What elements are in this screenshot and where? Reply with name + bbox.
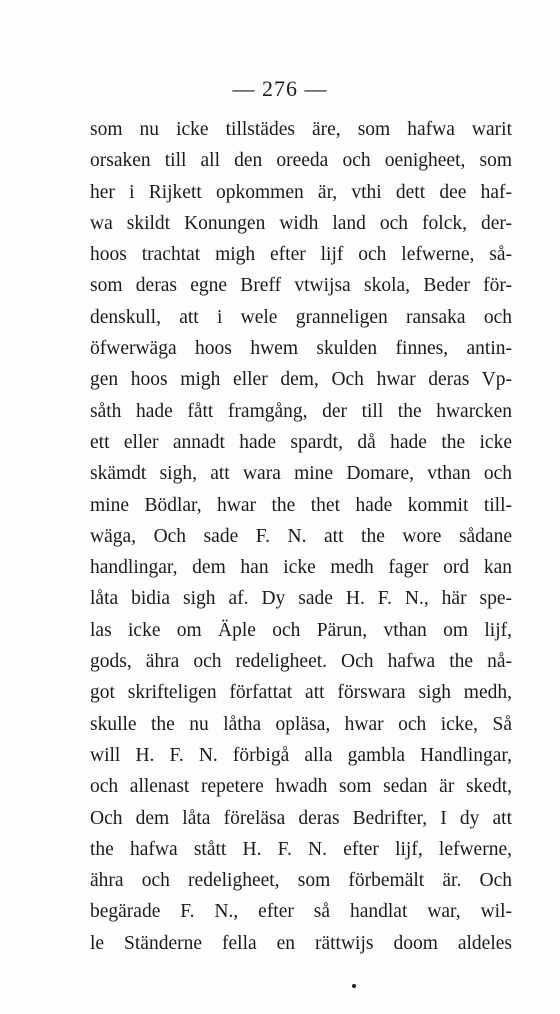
text-line: wa skildt Konungen widh land och folck, der- (90, 212, 512, 234)
text-line: skämdt sigh, att wara mine Domare, vthan och (90, 463, 512, 485)
text-line: gen hoos migh eller dem, Och hwar deras Vp- (90, 369, 512, 391)
text-line: las icke om Äple och Pärun, vthan om lijf, (90, 619, 512, 641)
text-line: som nu icke tillstädes äre, som hafwa warit (90, 119, 512, 140)
text-line: denskull, att i wele granneligen ransaka och (90, 306, 512, 328)
text-line: the hafwa stått H. F. N. efter lijf, lefwerne, (90, 838, 512, 860)
ink-speck (352, 984, 356, 988)
text-line: got skrifteligen författat att förswara sigh medh, (90, 682, 512, 704)
text-line: begärade F. N., efter så handlat war, wil- (90, 901, 512, 923)
text-line: som deras egne Breff vtwijsa skola, Beder för- (90, 275, 512, 297)
text-line: och allenast repetere hwadh som sedan är skedt, (90, 776, 512, 798)
text-line: gods, ähra och redeligheet. Och hafwa the nå- (90, 651, 512, 673)
text-line: will H. F. N. förbigå alla gambla Handlingar, (90, 744, 512, 766)
page-number: — 276 — (232, 76, 328, 101)
text-line: hoos trachtat migh efter lijf och lefwerne, så- (90, 244, 512, 266)
text-line: ähra och redeligheet, som förbemält är. Och (90, 870, 512, 892)
text-line: låta bidia sigh af. Dy sade H. F. N., här spe- (90, 588, 512, 610)
text-line: Och dem låta föreläsa deras Bedrifter, I dy att (90, 807, 512, 829)
body-text (90, 114, 512, 959)
text-line: le Ständerne fella en rättwijs doom aldeles (90, 932, 512, 954)
text-line: skulle the nu låtha opläsa, hwar och icke, Så (90, 713, 512, 735)
text-line: handlingar, dem han icke medh fager ord kan (90, 557, 512, 579)
text-line: orsaken till all den oreeda och oenigheet, som (90, 150, 512, 172)
text-line: såth hade fått framgång, der till the hwarcken (90, 400, 512, 422)
text-line: mine Bödlar, hwar the thet hade kommit till- (90, 494, 512, 516)
text-line: öfwerwäga hoos hwem skulden finnes, antin- (90, 338, 512, 360)
text-line: ett eller annadt hade spardt, då hade the icke (90, 431, 512, 453)
text-line: her i Rijkett opkommen är, vthi dett dee haf- (90, 181, 512, 203)
text-line: wäga, Och sade F. N. att the wore sådane (90, 525, 512, 547)
